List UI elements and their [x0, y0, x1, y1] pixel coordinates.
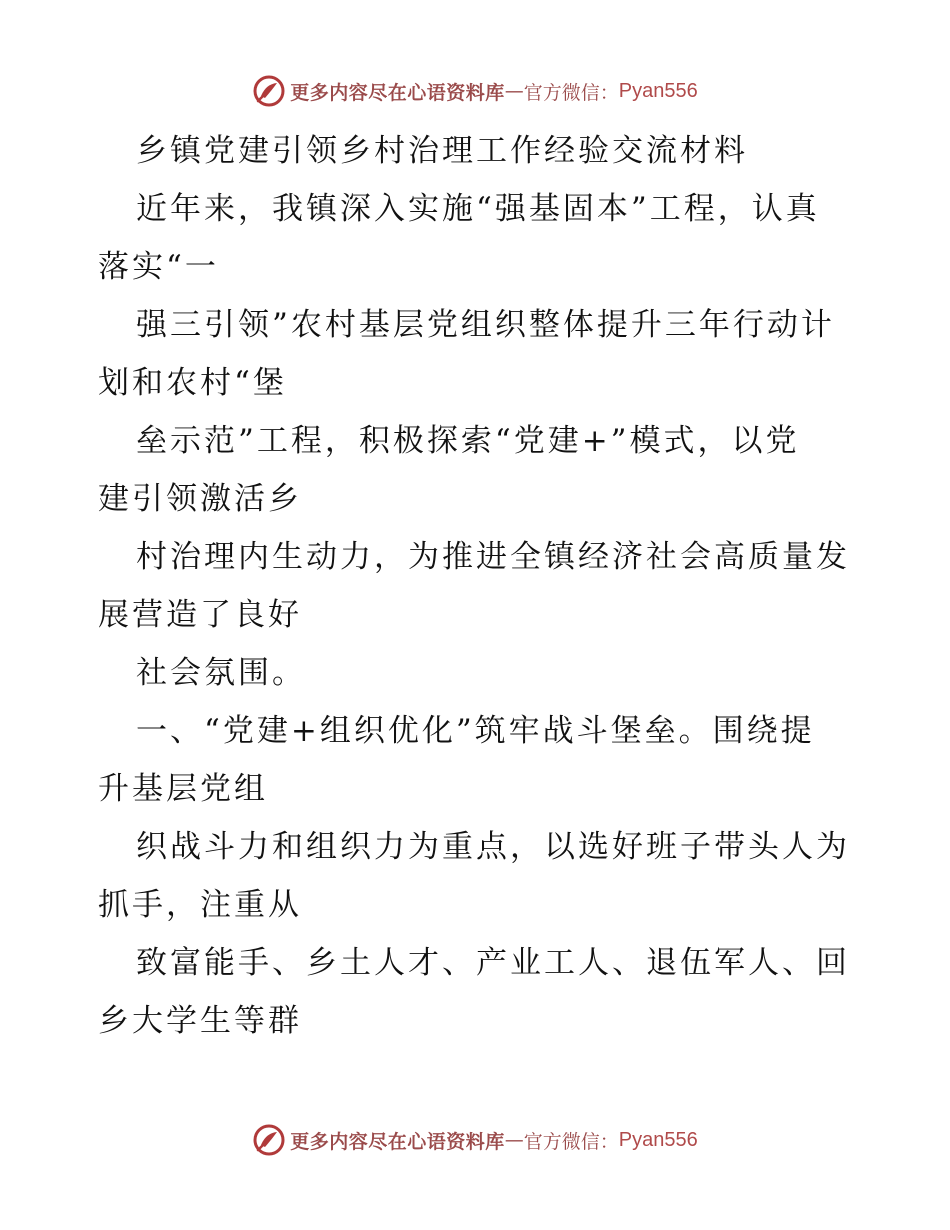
watermark-text: 更多内容尽在心语资料库 — [290, 1130, 505, 1153]
watermark-text: 更多内容尽在心语资料库 — [290, 81, 505, 104]
paragraph-line: 织战斗力和组织力为重点，以选好班子带头人为 — [136, 829, 850, 865]
watermark-wechat-label: 官方微信： — [523, 81, 619, 104]
document-body — [98, 122, 858, 1050]
paragraph-line: 强三引领”农村基层党组织整体提升三年行动计 — [136, 307, 835, 343]
paragraph-line: 升基层党组 — [98, 771, 268, 807]
watermark-separator: — — [504, 1129, 524, 1151]
paragraph-line: 社会氛围。 — [136, 655, 306, 691]
paragraph-line: 乡大学生等群 — [98, 1003, 302, 1039]
brush-seal-icon — [252, 74, 286, 108]
watermark-wechat-id: Pyan556 — [618, 79, 698, 102]
paragraph-line: 建引领激活乡 — [98, 481, 302, 517]
section-heading-line: 一、“党建+组织优化”筑牢战斗堡垒。围绕提 — [136, 713, 815, 749]
watermark-wechat-id: Pyan556 — [618, 1128, 698, 1151]
paragraph-line: 落实“一 — [98, 249, 219, 285]
paragraph-line: 展营造了良好 — [98, 597, 302, 633]
watermark-separator: — — [504, 80, 524, 102]
brush-seal-icon — [252, 1123, 286, 1157]
paragraph-line: 村治理内生动力，为推进全镇经济社会高质量发 — [136, 539, 850, 575]
footer-watermark — [0, 1120, 950, 1160]
document-title: 乡镇党建引领乡村治理工作经验交流材料 — [136, 133, 748, 169]
paragraph-line: 抓手，注重从 — [98, 887, 302, 923]
paragraph-line: 致富能手、乡土人才、产业工人、退伍军人、回 — [136, 945, 850, 981]
paragraph-line: 近年来，我镇深入实施“强基固本”工程，认真 — [136, 191, 820, 227]
watermark-wechat-label: 官方微信： — [523, 1130, 619, 1153]
header-watermark — [0, 71, 950, 111]
paragraph-line: 划和农村“堡 — [98, 365, 287, 401]
paragraph-line: 垒示范”工程，积极探索“党建+”模式，以党 — [136, 423, 800, 459]
